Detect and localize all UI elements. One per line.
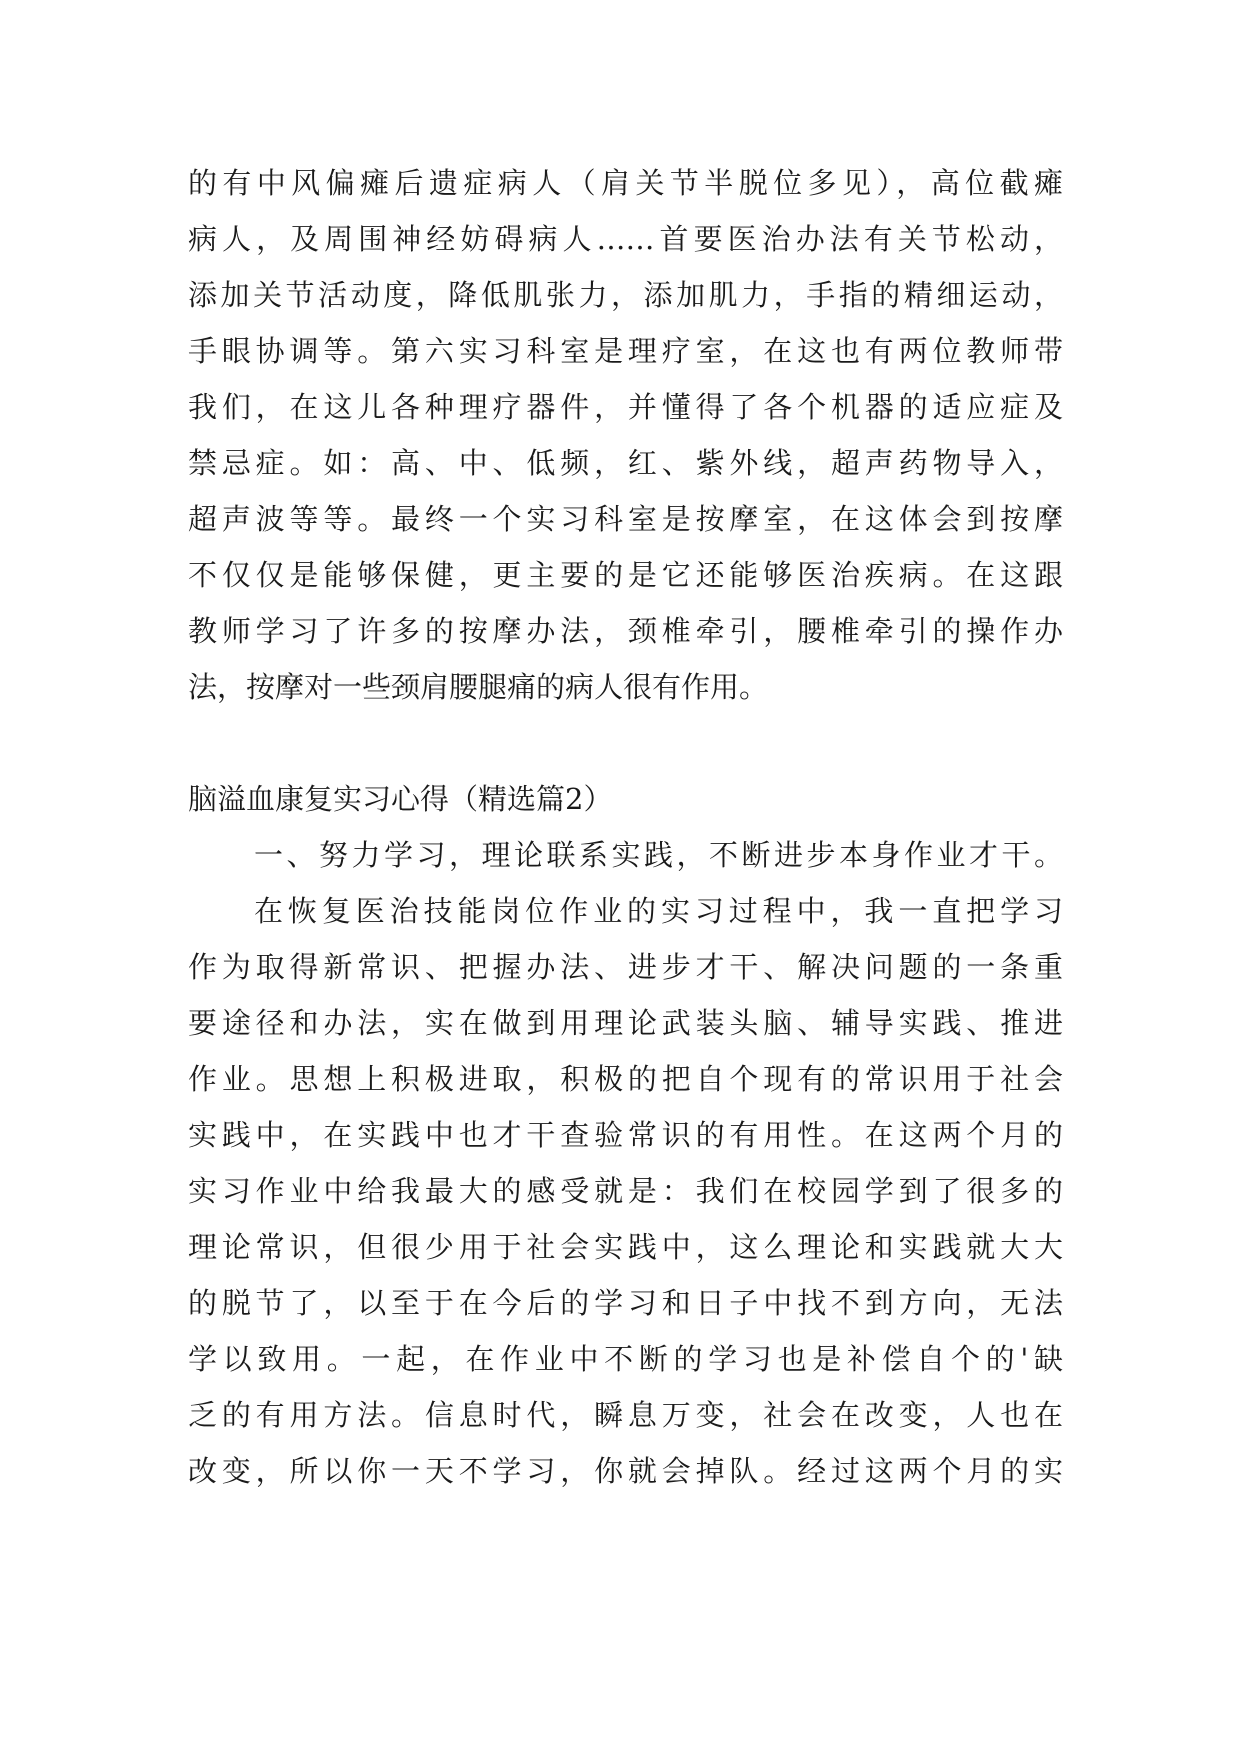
paragraph-line: 禁忌症。如：高、中、低频，红、紫外线，超声药物导入，	[188, 446, 1063, 480]
paragraph-line: 理论常识，但很少用于社会实践中，这么理论和实践就大大	[188, 1230, 1063, 1264]
paragraph-line: 实习作业中给我最大的感受就是：我们在校园学到了很多的	[188, 1174, 1063, 1208]
paragraph-line: 病人，及周围神经妨碍病人……首要医治办法有关节松动，	[188, 222, 1063, 256]
paragraph-line: 乏的有用方法。信息时代，瞬息万变，社会在改变，人也在	[188, 1398, 1063, 1432]
paragraph-line: 作业。思想上积极进取，积极的把自个现有的常识用于社会	[188, 1062, 1063, 1096]
paragraph-line: 手眼协调等。第六实习科室是理疗室，在这也有两位教师带	[188, 334, 1063, 368]
paragraph-line: 一、努力学习，理论联系实践，不断进步本身作业才干。	[254, 838, 1063, 872]
section-heading: 脑溢血康复实习心得（精选篇2）	[188, 782, 613, 816]
paragraph-line: 的脱节了，以至于在今后的学习和日子中找不到方向，无法	[188, 1286, 1063, 1320]
paragraph-line: 要途径和办法，实在做到用理论武装头脑、辅导实践、推进	[188, 1006, 1063, 1040]
paragraph-line: 的有中风偏瘫后遗症病人（肩关节半脱位多见），高位截瘫	[188, 166, 1063, 200]
paragraph-line: 法，按摩对一些颈肩腰腿痛的病人很有作用。	[188, 670, 769, 704]
paragraph-line: 作为取得新常识、把握办法、进步才干、解决问题的一条重	[188, 950, 1063, 984]
paragraph-line: 实践中，在实践中也才干查验常识的有用性。在这两个月的	[188, 1118, 1063, 1152]
paragraph-line: 在恢复医治技能岗位作业的实习过程中，我一直把学习	[254, 894, 1063, 928]
paragraph-line: 超声波等等。最终一个实习科室是按摩室，在这体会到按摩	[188, 502, 1063, 536]
paragraph-line: 添加关节活动度，降低肌张力，添加肌力，手指的精细运动，	[188, 278, 1063, 312]
paragraph-line: 我们，在这儿各种理疗器件，并懂得了各个机器的适应症及	[188, 390, 1063, 424]
paragraph-line: 教师学习了许多的按摩办法，颈椎牵引，腰椎牵引的操作办	[188, 614, 1063, 648]
paragraph-line: 改变，所以你一天不学习，你就会掉队。经过这两个月的实	[188, 1454, 1063, 1488]
paragraph-line: 不仅仅是能够保健，更主要的是它还能够医治疾病。在这跟	[188, 558, 1063, 592]
paragraph-line: 学以致用。一起，在作业中不断的学习也是补偿自个的'缺	[188, 1342, 1063, 1376]
